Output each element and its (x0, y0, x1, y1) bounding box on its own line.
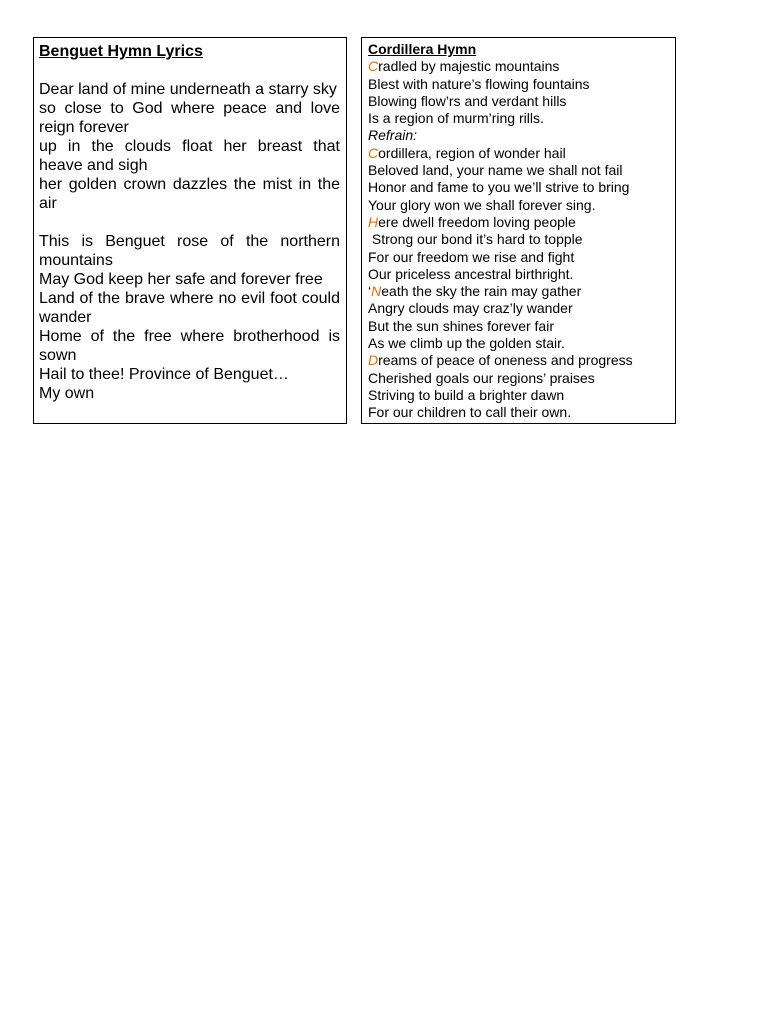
lyric-line: Honor and fame to you we’ll strive to bring (368, 179, 630, 196)
refrain-label: Refrain: (368, 127, 418, 144)
cordillera-hymn-lyrics (368, 58, 669, 421)
lyric-line (368, 283, 669, 300)
lyric-line: Dear land of mine underneath a starry sky (39, 81, 337, 98)
lyric-line: This is Benguet rose of the northern mountains (39, 233, 340, 269)
lyric-line: For our freedom we rise and fight (368, 248, 575, 265)
benguet-hymn-box (33, 37, 347, 424)
cordillera-hymn-box (361, 37, 676, 424)
lyric-line: Cherished goals our regions’ praises (368, 369, 595, 386)
benguet-hymn-title: Benguet Hymn Lyrics (39, 43, 203, 60)
lyric-line: May God keep her safe and forever free (39, 271, 323, 288)
lyric-line: For our children to call their own. (368, 404, 572, 421)
lyric-line (368, 58, 669, 75)
lyric-line: Home of the free where brotherhood is sown (39, 328, 340, 364)
lyric-line (368, 214, 669, 231)
lyric-line: Blowing flow’rs and verdant hills (368, 92, 567, 109)
line-rest: ere dwell freedom loving people (378, 213, 576, 230)
lyric-line: Beloved land, your name we shall not fail (368, 162, 623, 179)
line-rest: reams of peace of oneness and progress (378, 352, 633, 369)
lyric-line: Striving to build a brighter dawn (368, 386, 565, 403)
benguet-hymn-lyrics (39, 80, 340, 403)
lyric-line: Land of the brave where no evil foot could wander (39, 290, 340, 326)
line-rest: ordillera, region of wonder hail (378, 144, 566, 161)
benguet-stanza (39, 80, 340, 213)
accent-initial: H (368, 213, 379, 230)
lyric-line: But the sun shines forever fair (368, 317, 554, 334)
line-rest: eath the sky the rain may gather (381, 283, 582, 300)
benguet-stanza (39, 232, 340, 403)
lyric-line: Hail to thee! Province of Benguet… (39, 366, 289, 383)
lyric-line: up in the clouds float her breast that heave and sigh (39, 138, 340, 174)
lyric-line: As we climb up the golden stair. (368, 335, 565, 352)
accent-initial: D (368, 352, 379, 369)
line-rest: radled by majestic mountains (378, 58, 560, 75)
lyric-line: My own (39, 385, 95, 402)
lyric-line: Blest with nature’s flowing fountains (368, 75, 590, 92)
lyric-line: her golden crown dazzles the mist in the air (39, 176, 340, 212)
lyric-line (368, 352, 669, 369)
lyric-line (368, 145, 669, 162)
lyric-line: Angry clouds may craz’ly wander (368, 300, 573, 317)
lyric-line: Our priceless ancestral birthright. (368, 265, 574, 282)
lyric-line: so close to God where peace and love reign forever (39, 100, 340, 136)
accent-initial: N (371, 283, 382, 300)
lyric-line: Is a region of murm’ring rills. (368, 110, 544, 127)
line-prefix: ‘ (368, 283, 372, 300)
lyric-line: Strong our bond it’s hard to topple (368, 231, 583, 248)
accent-initial: C (368, 58, 379, 75)
cordillera-hymn-title: Cordillera Hymn (368, 41, 477, 57)
lyric-line: Your glory won we shall forever sing. (368, 196, 596, 213)
accent-initial: C (368, 144, 379, 161)
